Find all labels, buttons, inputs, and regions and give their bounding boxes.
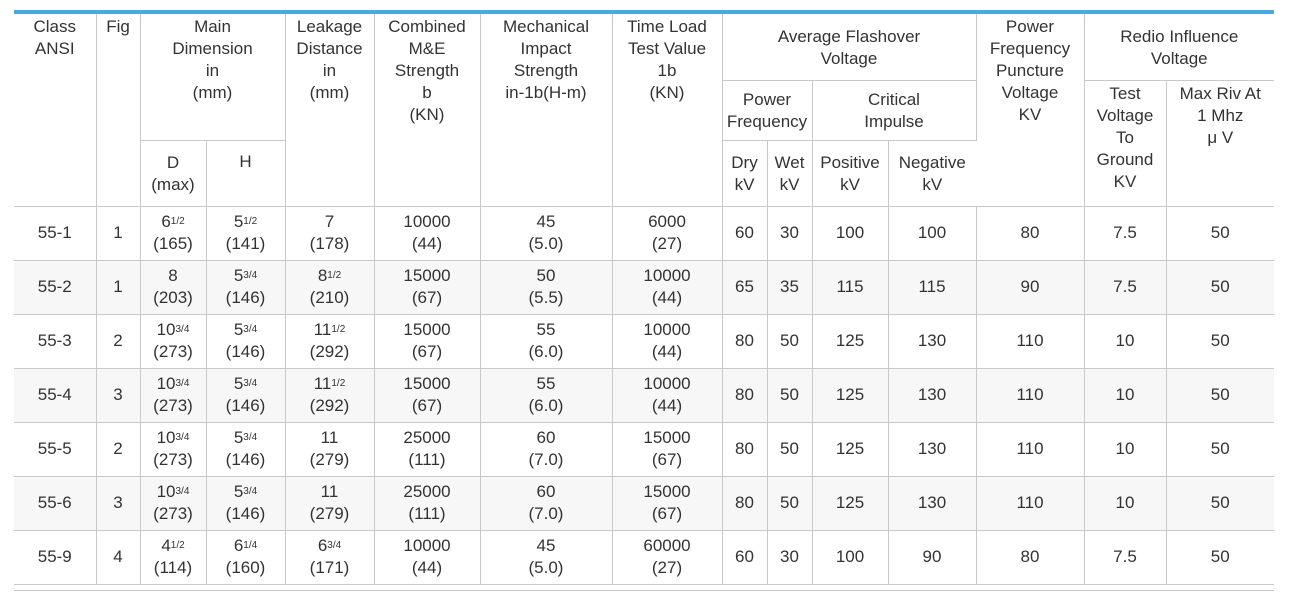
cell-combined: 15000 (67) [374,314,480,368]
col-main-dimension: Main Dimension in (mm) [140,14,285,140]
cell-negative: 115 [888,260,976,314]
cell-h: 61/4 (160) [206,530,285,584]
cell-test-voltage: 7.5 [1084,206,1166,260]
cell-fig: 1 [96,206,140,260]
cell-mechanical: 50 (5.5) [480,260,612,314]
col-class-ansi: Class ANSI [14,14,96,206]
cell-positive: 125 [812,314,888,368]
col-test-voltage: Test Voltage To Ground KV [1084,80,1166,206]
cell-max-riv: 50 [1166,368,1274,422]
cell-d: 103/4 (273) [140,368,206,422]
col-power-frequency: Power Frequency [722,80,812,140]
cell-class: 55-4 [14,368,96,422]
col-combined-strength: Combined M&E Strength b (KN) [374,14,480,206]
table-row [14,368,1274,422]
cell-leakage: 111/2 (292) [285,368,374,422]
cell-combined: 15000 (67) [374,368,480,422]
cell-d: 8 (203) [140,260,206,314]
cell-wet: 50 [767,368,812,422]
cell-class: 55-5 [14,422,96,476]
cell-fig: 3 [96,368,140,422]
cell-puncture: 80 [976,530,1084,584]
table-body [14,206,1274,584]
col-wet: Wet kV [767,140,812,206]
cell-test-voltage: 10 [1084,422,1166,476]
cell-test-voltage: 10 [1084,314,1166,368]
cell-negative: 130 [888,368,976,422]
cell-h: 53/4 (146) [206,260,285,314]
cell-max-riv: 50 [1166,260,1274,314]
cell-leakage: 11 (279) [285,422,374,476]
cell-max-riv: 50 [1166,476,1274,530]
cell-mechanical: 60 (7.0) [480,422,612,476]
cell-h: 53/4 (146) [206,314,285,368]
cell-mechanical: 55 (6.0) [480,368,612,422]
cell-positive: 125 [812,368,888,422]
cell-wet: 50 [767,476,812,530]
cell-time-load: 60000 (27) [612,530,722,584]
col-leakage-distance: Leakage Distance in (mm) [285,14,374,206]
cell-combined: 25000 (111) [374,476,480,530]
cell-max-riv: 50 [1166,422,1274,476]
cell-leakage: 7 (178) [285,206,374,260]
cell-h: 53/4 (146) [206,368,285,422]
cell-dry: 60 [722,206,767,260]
col-dry: Dry kV [722,140,767,206]
cell-negative: 100 [888,206,976,260]
cell-test-voltage: 10 [1084,368,1166,422]
table-row [14,476,1274,530]
cell-time-load: 10000 (44) [612,314,722,368]
cell-leakage: 11 (279) [285,476,374,530]
cell-wet: 50 [767,422,812,476]
table-row [14,260,1274,314]
cell-d: 61/2 (165) [140,206,206,260]
cell-d: 103/4 (273) [140,422,206,476]
col-positive: Positive kV [812,140,888,206]
cell-negative: 130 [888,314,976,368]
col-time-load: Time Load Test Value 1b (KN) [612,14,722,206]
cell-puncture: 90 [976,260,1084,314]
col-negative: Negative kV [888,140,976,206]
table-row [14,314,1274,368]
cell-negative: 90 [888,530,976,584]
cell-mechanical: 60 (7.0) [480,476,612,530]
cell-class: 55-3 [14,314,96,368]
cell-time-load: 10000 (44) [612,368,722,422]
cell-dry: 80 [722,422,767,476]
cell-puncture: 110 [976,368,1084,422]
cell-leakage: 81/2 (210) [285,260,374,314]
cell-max-riv: 50 [1166,206,1274,260]
col-puncture-voltage: Power Frequency Puncture Voltage KV [976,14,1084,206]
cell-mechanical: 55 (6.0) [480,314,612,368]
cell-dry: 80 [722,476,767,530]
cell-fig: 2 [96,314,140,368]
cell-combined: 25000 (111) [374,422,480,476]
cell-fig: 2 [96,422,140,476]
cell-puncture: 80 [976,206,1084,260]
col-average-flashover: Average Flashover Voltage [722,14,976,80]
bottom-rule [14,590,1274,591]
cell-positive: 125 [812,422,888,476]
cell-wet: 35 [767,260,812,314]
cell-leakage: 111/2 (292) [285,314,374,368]
cell-combined: 10000 (44) [374,206,480,260]
cell-class: 55-6 [14,476,96,530]
cell-negative: 130 [888,422,976,476]
cell-mechanical: 45 (5.0) [480,206,612,260]
cell-wet: 30 [767,206,812,260]
cell-d: 41/2 (114) [140,530,206,584]
cell-puncture: 110 [976,422,1084,476]
cell-dry: 60 [722,530,767,584]
cell-combined: 15000 (67) [374,260,480,314]
cell-fig: 4 [96,530,140,584]
cell-d: 103/4 (273) [140,314,206,368]
cell-positive: 115 [812,260,888,314]
cell-max-riv: 50 [1166,314,1274,368]
cell-time-load: 10000 (44) [612,260,722,314]
cell-class: 55-2 [14,260,96,314]
cell-negative: 130 [888,476,976,530]
cell-time-load: 15000 (67) [612,476,722,530]
cell-h: 53/4 (146) [206,422,285,476]
cell-test-voltage: 10 [1084,476,1166,530]
cell-leakage: 63/4 (171) [285,530,374,584]
cell-wet: 30 [767,530,812,584]
table-row [14,206,1274,260]
cell-positive: 125 [812,476,888,530]
cell-time-load: 15000 (67) [612,422,722,476]
cell-dry: 65 [722,260,767,314]
cell-positive: 100 [812,530,888,584]
col-h: H [206,140,285,206]
cell-mechanical: 45 (5.0) [480,530,612,584]
col-fig: Fig [96,14,140,206]
cell-d: 103/4 (273) [140,476,206,530]
col-mechanical-impact: Mechanical Impact Strength in-1b(H-m) [480,14,612,206]
cell-dry: 80 [722,314,767,368]
cell-test-voltage: 7.5 [1084,260,1166,314]
cell-dry: 80 [722,368,767,422]
cell-puncture: 110 [976,476,1084,530]
table-row [14,530,1274,584]
insulator-spec-table [14,14,1274,585]
col-max-riv: Max Riv At 1 Mhz μ V [1166,80,1274,206]
cell-combined: 10000 (44) [374,530,480,584]
col-critical-impulse: Critical Impulse [812,80,976,140]
cell-class: 55-1 [14,206,96,260]
spec-table-wrapper [14,14,1274,585]
cell-time-load: 6000 (27) [612,206,722,260]
col-radio-influence: Redio Influence Voltage [1084,14,1274,80]
col-d-max: D (max) [140,140,206,206]
cell-fig: 3 [96,476,140,530]
cell-h: 53/4 (146) [206,476,285,530]
table-row [14,422,1274,476]
cell-max-riv: 50 [1166,530,1274,584]
cell-positive: 100 [812,206,888,260]
cell-wet: 50 [767,314,812,368]
cell-puncture: 110 [976,314,1084,368]
cell-h: 51/2 (141) [206,206,285,260]
cell-test-voltage: 7.5 [1084,530,1166,584]
cell-class: 55-9 [14,530,96,584]
cell-fig: 1 [96,260,140,314]
